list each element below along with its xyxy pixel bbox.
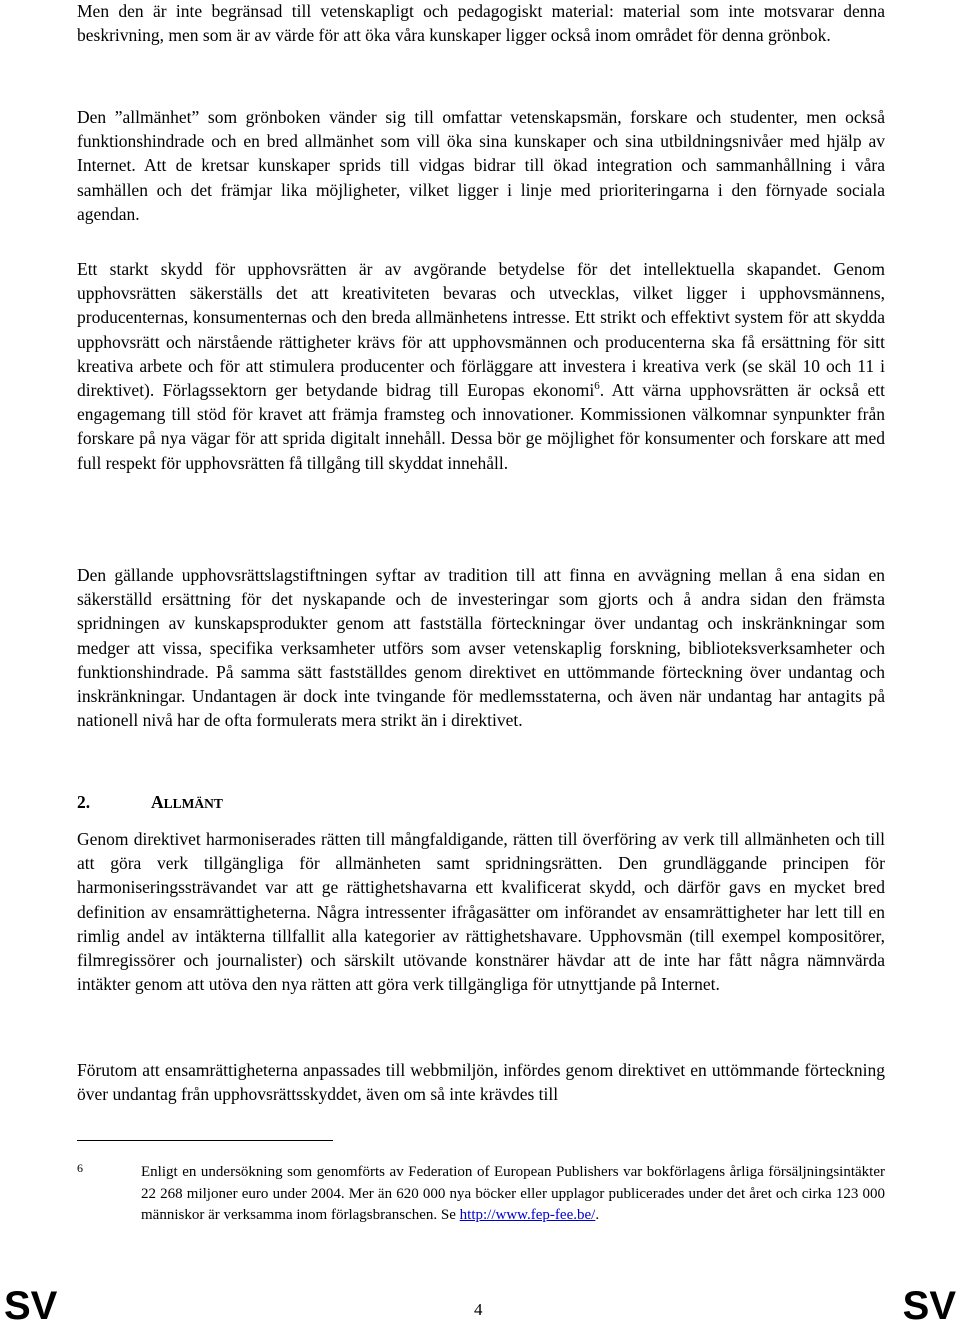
section-title-rest: LLMÄNT	[163, 796, 223, 811]
paragraph-legislation: Den gällande upphovsrättslagstiftningen syftar av tradition till att finna en avvägning mellan å ena sidan en säkerställd ersättning för det nyskapande och de investeringar som gjorts och å andra sidan den främsta spridningen av kunskapsprodukter genom att fastställa förteckningar över undantag och inskränkningar som medger att vissa, specifika verksamheter utförs som avser vetenskaplig forskning, biblioteksverksamheter och funktionshindrade. På samma sätt fastställdes genom direktivet en uttömmande förteckning över undantag och inskränkningar. Undantagen är dock inte tvingande för medlemsstaterna, och även när undantag har antagits på nationell nivå har de ofta formulerats mera strikt än i direktivet.	[77, 565, 885, 731]
footnote-link[interactable]: http://www.fep-fee.be/	[459, 1207, 596, 1223]
paragraph-scope: Men den är inte begränsad till vetenskapligt och pedagogiskt material: material som inte motsvarar denna beskrivning, men som är av värde för att öka våra kunskaper ligger också inom området för denna grönbok.	[77, 1, 885, 46]
footnote	[77, 1162, 885, 1227]
footnote-body: Enligt en undersökning som genomförts av Federation of European Publishers var bokförlagens årliga försäljningsintäkter 22 268 miljoner euro under 2004. Mer än 620 000 nya böcker eller upplagor publicerades under det året och cirka 123 000 människor är verksamma inom förlagsbranschen. Se	[141, 1164, 885, 1223]
paragraph-text: . Att värna upphovsrätten är också ett engagemang till stöd för kravet att främja framsteg och innovationer. Kommissionen välkomnar synpunkter från forskare på nya vägar för att sprida digitalt innehåll. Dessa bör ge möjlighet för konsumenter och forskare att med full respekt för upphovsrätten få tillgång till skyddat innehåll.	[77, 380, 886, 473]
section-title-initial: A	[151, 792, 164, 812]
section-number: 2.	[77, 792, 91, 812]
section-heading	[77, 792, 223, 813]
footnote-text	[141, 1162, 885, 1227]
paragraph-text: Ett starkt skydd för upphovsrätten är av avgörande betydelse för det intellektuella skapandet. Genom upphovsrätten säkerställs det att kreativiteten bevaras och utvecklas, vilket ligger i upphovsmännens, producenternas, konsumenternas och den breda allmänhetens intresse. Ett strikt och effektivt system för att skydda upphovsrätt och närstående rättigheter krävs för att upphovsmännen och producenterna ska få ersättning för sitt kreativa arbete och för att stimulera producenter och förläggare att investera i kreativa verk (se skäl 10 och 11 i direktivet). Förlagssektorn ger betydande bidrag till Europas ekonomi	[77, 259, 885, 401]
paragraph-directive-harmonisation: Genom direktivet harmoniserades rätten till mångfaldigande, rätten till överföring av verk till allmänheten och till att göra verk tillgängliga för allmänheten samt spridningsrätten. Den grundläggande principen för harmoniseringssträvandet var att ge rättighetshavarna ett kvalificerat skydd, och därför gavs en mycket bred definition av ensamrättigheterna. Några intressenter ifrågasätter om införandet av ensamrättigheter har lett till en rimlig andel av intäkterna tillfallit alla kategorier av rättighetshavare. Upphovsmän (till exempel kompositörer, filmregissörer och journalister) och särskilt utövande konstnärer hävdar att de inte har fått några nämnvärda intäkter genom att utöva den nya rätten att göra verk tillgängliga för utnyttjande på Internet.	[77, 829, 885, 995]
page-number: 4	[474, 1300, 483, 1319]
footer-language-right: SV	[902, 1284, 956, 1328]
footnote-reference[interactable]: 6	[594, 380, 600, 393]
paragraph-copyright-protection	[77, 257, 885, 475]
footnote-mark: 6	[77, 1161, 83, 1175]
paragraph-exceptions: Förutom att ensamrättigheterna anpassades till webbmiljön, infördes genom direktivet en uttömmande förteckning över undantag från upphovsrättsskyddet, även om så inte krävdes till	[77, 1060, 885, 1105]
paragraph-audience: Den ”allmänhet” som grönboken vänder sig till omfattar vetenskapsmän, forskare och studenter, men också funktionshindrade och en bred allmänhet som vill öka sina kunskaper och sina utbildningsnivåer med hjälp av Internet. Att de kretsar kunskaper sprids till vidgas bidrar till ökad integration och sammanhållning i våra samhällen och det främjar lika möjligheter, vilket ligger i linje med prioriteringarna i den förnyade sociala agendan.	[77, 107, 885, 224]
footnote-divider	[77, 1140, 333, 1141]
footer-language-left: SV	[4, 1284, 58, 1328]
footnote-end: .	[595, 1207, 600, 1223]
